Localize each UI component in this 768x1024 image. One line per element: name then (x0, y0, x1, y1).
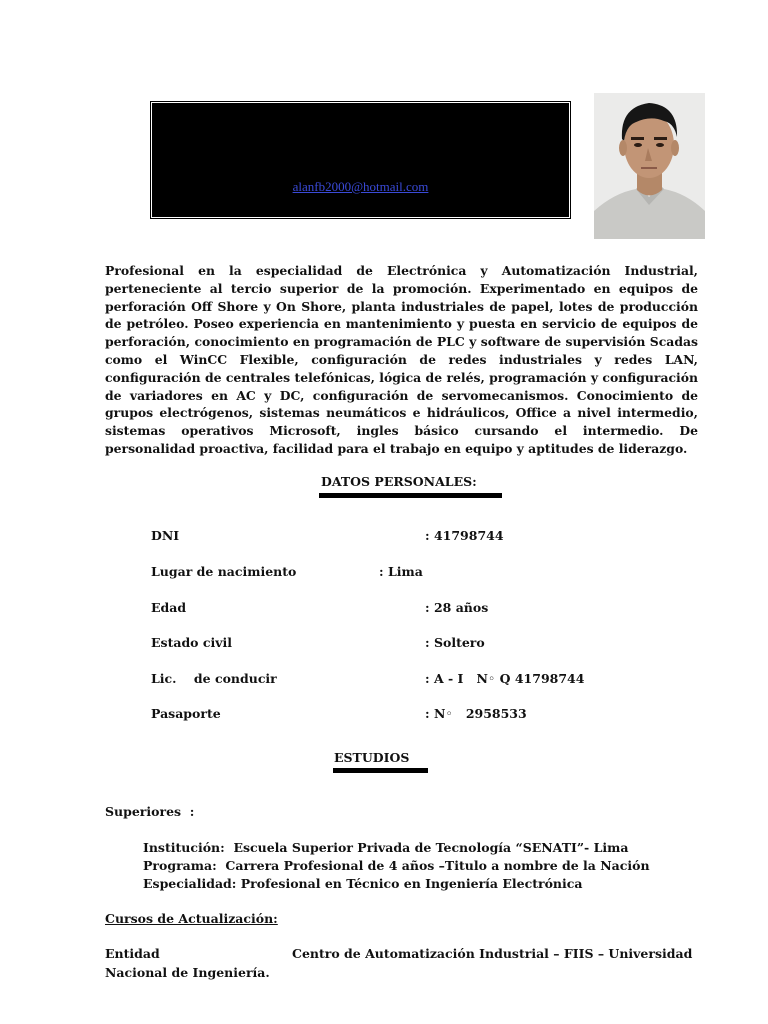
age-value: : 28 años (425, 600, 489, 615)
passport-value: : N◦ 2958533 (425, 706, 527, 721)
institution-line: Institución: Escuela Superior Privada de Tecnología “SENATI”- Lima (143, 840, 629, 855)
civil-status-label: Estado civil (151, 635, 232, 650)
personal-data-underline (319, 493, 502, 498)
header-box (152, 103, 569, 217)
portrait-photo (594, 93, 705, 239)
superiores-label: Superiores : (105, 804, 195, 819)
program-line: Programa: Carrera Profesional de 4 años –Titulo a nombre de la Nación (143, 858, 650, 873)
email-link[interactable]: alanfb2000@hotmail.com (292, 179, 429, 194)
studies-underline (333, 768, 428, 773)
dni-label: DNI (151, 528, 180, 543)
dni-value: : 41798744 (425, 528, 504, 543)
birthplace-label: Lugar de nacimiento (151, 564, 297, 579)
entity-value-continued: Nacional de Ingeniería. (105, 965, 270, 980)
birthplace-value: : Lima (379, 564, 423, 579)
age-label: Edad (151, 600, 187, 615)
entity-label: Entidad (105, 946, 160, 961)
profile-summary: Profesional en la especialidad de Electrónica y Automatización Industrial, perteneciente al tercio superior de la promoción. Experimentado en equipos de perforación Off Shore y On Shore, planta industriales de papel, lotes de producción de petróleo. Poseo experiencia en mantenimiento y puesta en servicio de equipos de perforación, conocimiento en programación de PLC y software de supervisión Scadas como el WinCC Flexible, configuración de redes industriales y redes LAN, configuración de centrales telefónicas, lógica de relés, programación y configuración de variadores en AC y DC, configuración de servomecanismos. Conocimiento de grupos electrógenos, sistemas neumáticos e hidráulicos, Office a nivel intermedio, sistemas operativos Microsoft, ingles básico cursando el intermedio. De personalidad proactiva, facilidad para el trabajo en equipo y aptitudes de liderazgo. (105, 263, 698, 456)
license-label: Lic. de conducir (151, 671, 277, 686)
studies-title: ESTUDIOS (334, 750, 410, 765)
civil-status-value: : Soltero (425, 635, 485, 650)
courses-label: Cursos de Actualización: (105, 911, 278, 926)
portrait-photo-icon (594, 93, 705, 239)
specialty-line: Especialidad: Profesional en Técnico en Ingeniería Electrónica (143, 876, 583, 891)
license-value: : A - I N◦ Q 41798744 (425, 671, 585, 686)
personal-data-title: DATOS PERSONALES: (321, 474, 477, 489)
passport-label: Pasaporte (151, 706, 221, 721)
entity-value: Centro de Automatización Industrial – FIIS – Universidad (292, 946, 693, 961)
